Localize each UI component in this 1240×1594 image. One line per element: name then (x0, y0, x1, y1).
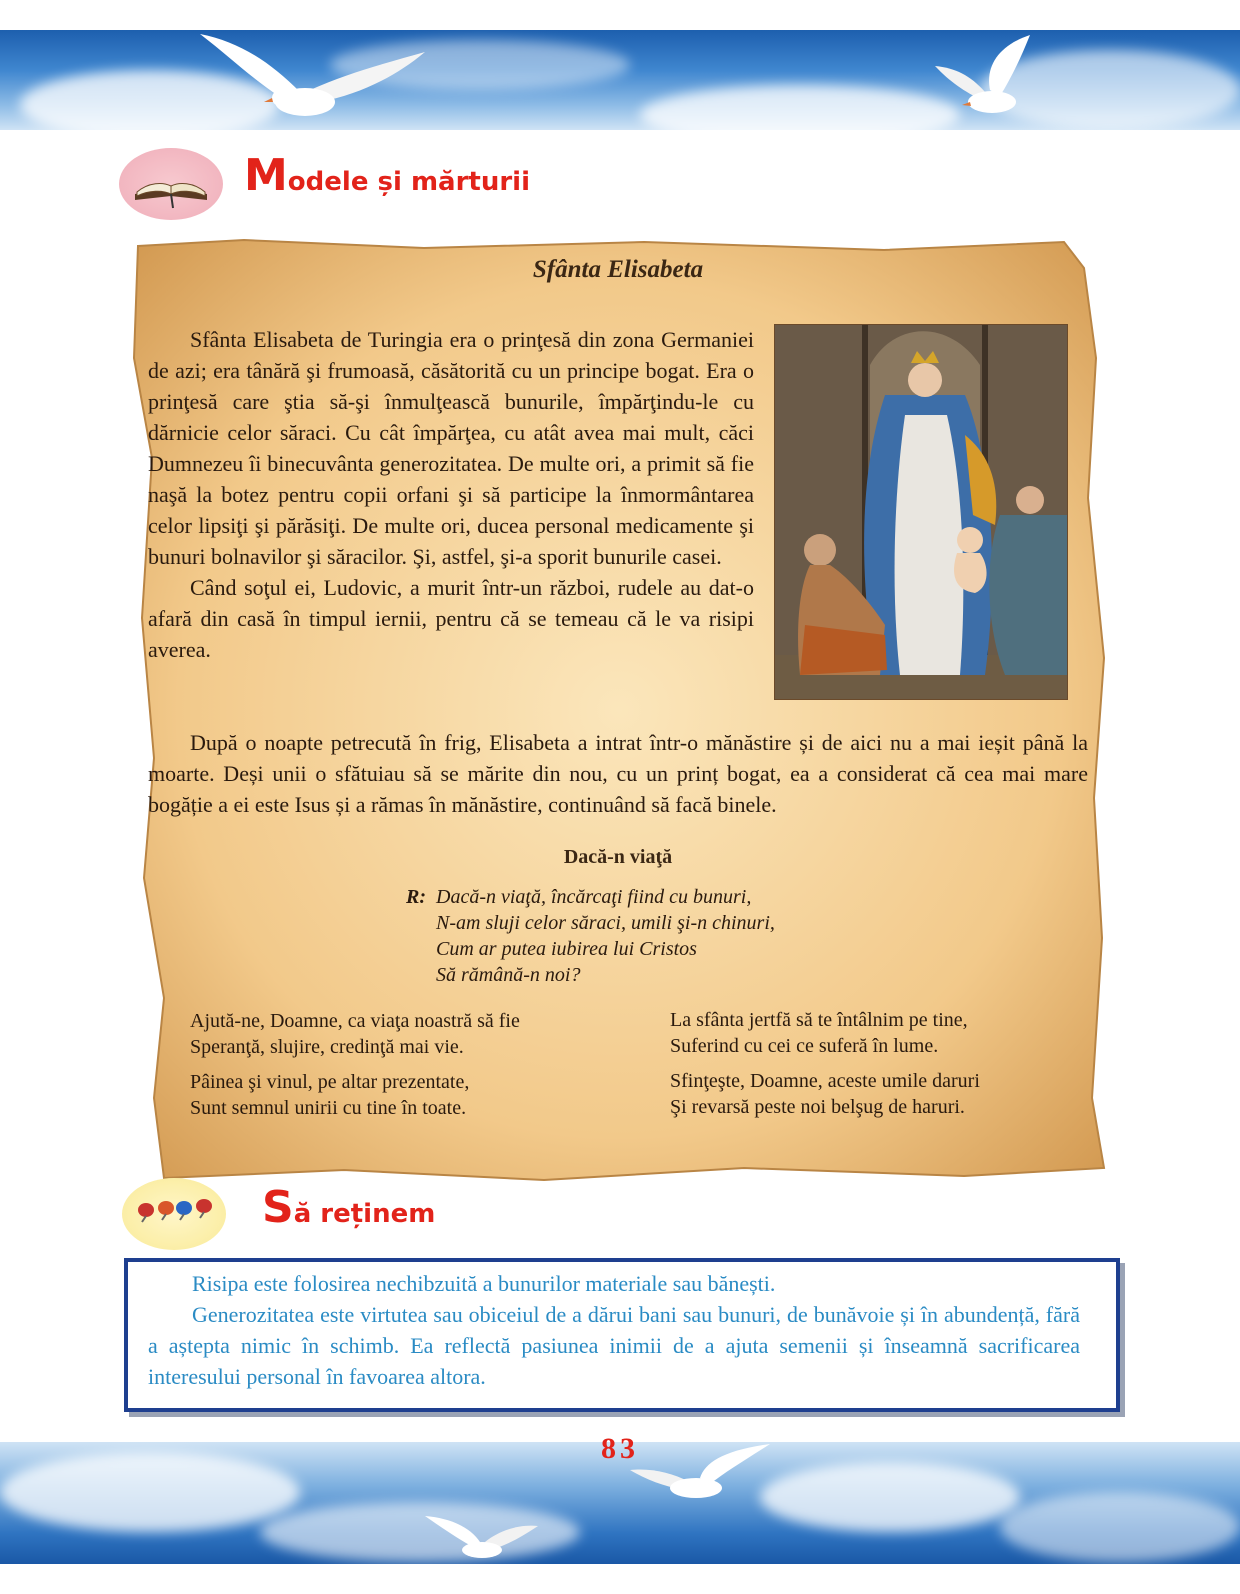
stanza-line: Şi revarsă peste noi belşug de haruri. (670, 1096, 965, 1118)
song-refrain (406, 884, 775, 988)
stanza-line: Suferind cu cei ce suferă în lume. (670, 1035, 939, 1057)
stanza-line: Pâinea şi vinul, pe altar prezentate, (190, 1071, 470, 1093)
story-body-full-width (148, 727, 1088, 820)
song-title: Dacă-n viaţă (563, 846, 673, 868)
refrain-line: Să rămână-n noi? (436, 964, 581, 986)
story-body (148, 324, 754, 665)
stanza-line: Sunt semnul unirii cu tine în toate. (190, 1097, 467, 1119)
story-title: Sfânta Elisabeta (532, 256, 704, 283)
key-points-box (124, 1258, 1120, 1412)
top-sky-banner (0, 30, 1240, 130)
song-stanza (190, 1069, 469, 1121)
song-stanza (190, 1008, 520, 1060)
definition-risipa: Risipa este folosirea nechibzuită a bunurilor materiale sau bănești. (192, 1271, 776, 1296)
refrain-marker: R: (406, 886, 426, 908)
story-paragraph: Sfânta Elisabeta de Turingia era o prinţesă din zona Germaniei de azi; era tânără şi frumoasă, căsătorită cu un principe bogat. Era o prinţesă care ştia să-şi înmulţească bunurile, împărţindu-le cu dărnicie celor săraci. Cu cât împărţea, cu atât avea mai mult, căci Dumnezeu îi binecuvânta generozitatea. De multe ori, a primit să fie naşă la botez pentru copii orfani şi să participe la înmormântarea celor lipsiţi şi părăsiţi. De multe ori, ducea personal medicamente şi bunuri bolnavilor şi săracilor. Şi, astfel, şi-a sporit bunurile casei. (148, 327, 754, 569)
dove-icon (930, 30, 1050, 126)
pushpins-icon (122, 1178, 226, 1250)
stanza-line: La sfânta jertfă să te întâlnim pe tine, (670, 1009, 968, 1031)
definition-generozitate: Generozitatea este virtutea sau obiceiul de a dărui bani sau bunuri, de bunăvoie și în abundență, fără a aștepta nimic în schimb. Ea reflectă pasiunea inimii de a ajuta semenii și înseamnă sacrificarea interesului personal în favoarea altora. (148, 1302, 1080, 1389)
song-stanza (670, 1007, 968, 1059)
story-parchment (124, 238, 1112, 1184)
open-book-icon (119, 148, 223, 220)
stanza-line: Ajută-ne, Doamne, ca viaţa noastră să fie (190, 1010, 520, 1032)
stanza-line: Speranţă, slujire, credinţă mai vie. (190, 1036, 464, 1058)
story-paragraph: După o noapte petrecută în frig, Elisabeta a intrat într-o mănăstire și de aici nu a mai ieșit până la moarte. Deși unii o sfătuiau să se mărite din nou, cu un prinț bogat, ea a considerat că cea mai mare bogăție a ei este Isus și a rămas în mănăstire, continuând să facă binele. (148, 730, 1088, 817)
section-title-models: Modele și mărturii (244, 150, 530, 201)
dove-icon (180, 32, 430, 128)
refrain-line: Dacă-n viaţă, încărcaţi fiind cu bunuri, (436, 886, 752, 908)
stanza-line: Sfinţeşte, Doamne, aceste umile daruri (670, 1070, 980, 1092)
dove-icon (420, 1512, 540, 1564)
song-stanza (670, 1068, 980, 1120)
refrain-line: Cum ar putea iubirea lui Cristos (436, 938, 697, 960)
refrain-line: N-am sluji celor săraci, umili şi-n chinuri, (436, 912, 775, 934)
page-number: 83 (601, 1432, 639, 1465)
saint-elisabeth-painting (774, 324, 1068, 700)
section-title-retain: Să reținem (262, 1182, 436, 1233)
story-paragraph: Când soţul ei, Ludovic, a murit într-un război, rudele au dat-o afară din casă în timpul iernii, pentru că se temeau că le va risipi averea. (148, 575, 754, 662)
